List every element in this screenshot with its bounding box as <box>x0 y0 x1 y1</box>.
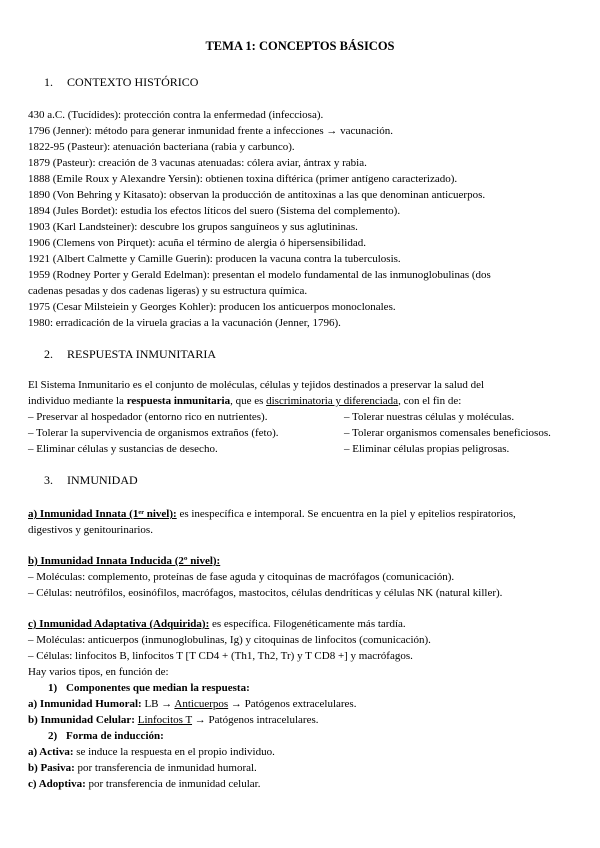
section-number: 1. <box>44 75 53 89</box>
innata-text: es inespecífica e intemporal. Se encuentra en la piel y epitelios respiratorios, <box>176 508 516 520</box>
activa-line <box>28 744 275 760</box>
goal-item-right: – Eliminar células propias peligrosas. <box>344 443 510 455</box>
section-title: CONTEXTO HISTÓRICO <box>67 75 199 89</box>
innata-inducida-heading: b) Inmunidad Innata Inducida (2º nivel): <box>28 555 221 567</box>
underlined-term: Linfocitos T <box>137 714 193 726</box>
section-title: RESPUESTA INMUNITARIA <box>67 347 217 361</box>
section-number: 2. <box>44 347 53 361</box>
adoptiva-line <box>28 776 260 792</box>
text-run: → Patógenos extracelulares. <box>228 698 357 710</box>
text-run: → Patógenos intracelulares. <box>192 714 319 726</box>
subheading-text: Componentes que median la respuesta: <box>66 682 250 694</box>
underlined-term: discriminatoria y diferenciada <box>266 395 399 407</box>
adaptativa-item: – Células: linfocitos B, linfocitos T [T CD4 + (Th1, Th2, Tr) y T CD8 +] y macrófagos. <box>28 650 413 662</box>
adoptiva-label: c) Adoptiva: <box>28 778 86 790</box>
text-run: por transferencia de inmunidad humoral. <box>74 762 257 774</box>
respuesta-paragraph-line: El Sistema Inmunitario es el conjunto de moléculas, células y tejidos destinados a preservar la salud del <box>28 379 485 391</box>
pasiva-line <box>28 760 257 776</box>
text-run: individuo mediante la <box>28 395 127 407</box>
goal-item-right: – Tolerar nuestras células y moléculas. <box>344 411 515 423</box>
history-line: 1921 (Albert Calmette y Camille Guerin): producen la vacuna contra la tuberculosis. <box>28 253 401 265</box>
text-run: LB → <box>141 698 175 710</box>
activa-label: a) Activa: <box>28 746 74 758</box>
innata-label: a) Inmunidad Innata (1ᵉʳ nivel): <box>28 508 177 520</box>
history-line: 1906 (Clemens von Pirquet): acuña el término de alergia ó hipersensibilidad. <box>28 237 366 249</box>
subheading-number: 1) <box>48 682 58 694</box>
innata-inducida-item: – Moléculas: complemento, proteínas de fase aguda y citoquinas de macrófagos (comunicación). <box>28 571 455 583</box>
text-run: por transferencia de inmunidad celular. <box>85 778 261 790</box>
humoral-label: a) Inmunidad Humoral: <box>28 698 142 710</box>
history-line: 1975 (Cesar Milsteiein y Georges Kohler): producen los anticuerpos monoclonales. <box>28 301 396 313</box>
adaptativa-line <box>28 616 406 632</box>
page-title: TEMA 1: CONCEPTOS BÁSICOS <box>205 39 395 53</box>
goal-item-right: – Tolerar organismos comensales beneficiosos. <box>344 427 551 439</box>
goal-item-left: – Tolerar la supervivencia de organismos extraños (feto). <box>28 427 279 439</box>
history-line: 1890 (Von Behring y Kitasato): observan la producción de antitoxinas a las que denominan anticuerpos. <box>28 189 486 201</box>
respuesta-paragraph-line <box>28 393 461 409</box>
adaptativa-item: Hay varios tipos, en función de: <box>28 666 169 678</box>
innata-inducida-item: – Células: neutrófilos, eosinófilos, macrófagos, mastocitos, células dendríticas y células NK (natural killer). <box>28 587 503 599</box>
subheading-induccion <box>48 728 164 744</box>
goal-item-left: – Eliminar células y sustancias de desecho. <box>28 443 218 455</box>
adaptativa-label: c) Inmunidad Adaptativa (Adquirida): <box>28 618 210 630</box>
underlined-term: Anticuerpos <box>174 698 229 710</box>
adaptativa-item: – Moléculas: anticuerpos (inmunoglobulinas, Ig) y citoquinas de linfocitos (comunicación). <box>28 634 431 646</box>
innata-line <box>28 506 516 522</box>
subheading-text: Forma de inducción: <box>66 730 164 742</box>
text-run: , con el fin de: <box>398 395 462 407</box>
pasiva-label: b) Pasiva: <box>28 762 75 774</box>
innata-line-cont: digestivos y genitourinarios. <box>28 524 153 536</box>
history-line: 1879 (Pasteur): creación de 3 vacunas atenuadas: cólera aviar, ántrax y rabia. <box>28 157 367 169</box>
text-run: se induce la respuesta en el propio individuo. <box>73 746 275 758</box>
section-heading-1 <box>44 74 198 90</box>
innata-inducida-label <box>28 553 220 569</box>
section-number: 3. <box>44 473 53 487</box>
celular-label: b) Inmunidad Celular: <box>28 714 135 726</box>
history-line: cadenas pesadas y dos cadenas ligeras) y su estructura química. <box>28 285 308 297</box>
section-heading-2 <box>44 346 216 362</box>
history-line: 430 a.C. (Tucídides): protección contra la enfermedad (infecciosa). <box>28 109 324 121</box>
bold-term: respuesta inmunitaria <box>126 395 231 407</box>
section-title: INMUNIDAD <box>67 473 138 487</box>
history-line: 1888 (Emile Roux y Alexandre Yersin): obtienen toxina diftérica (primer antígeno caracterizado). <box>28 173 458 185</box>
subheading-number: 2) <box>48 730 58 742</box>
adaptativa-text: es específica. Filogenéticamente más tardía. <box>209 618 406 630</box>
history-line: 1894 (Jules Bordet): estudia los efectos líticos del suero (Sistema del complemento). <box>28 205 401 217</box>
history-line: 1980: erradicación de la viruela gracias a la vacunación (Jenner, 1796). <box>28 317 341 329</box>
goal-item-left: – Preservar al hospedador (entorno rico en nutrientes). <box>28 411 268 423</box>
subheading-componentes <box>48 680 250 696</box>
humoral-line <box>28 696 356 712</box>
history-line: 1822-95 (Pasteur): atenuación bacteriana (rabia y carbunco). <box>28 141 295 153</box>
history-line: 1903 (Karl Landsteiner): descubre los grupos sanguíneos y sus aglutininas. <box>28 221 358 233</box>
text-run: , que es <box>230 395 267 407</box>
celular-line <box>28 712 319 728</box>
history-line: 1959 (Rodney Porter y Gerald Edelman): presentan el modelo fundamental de las inmunoglobulinas (dos <box>28 269 491 281</box>
history-line: 1796 (Jenner): método para generar inmunidad frente a infecciones → vacunación. <box>28 125 393 137</box>
section-heading-3 <box>44 472 138 488</box>
